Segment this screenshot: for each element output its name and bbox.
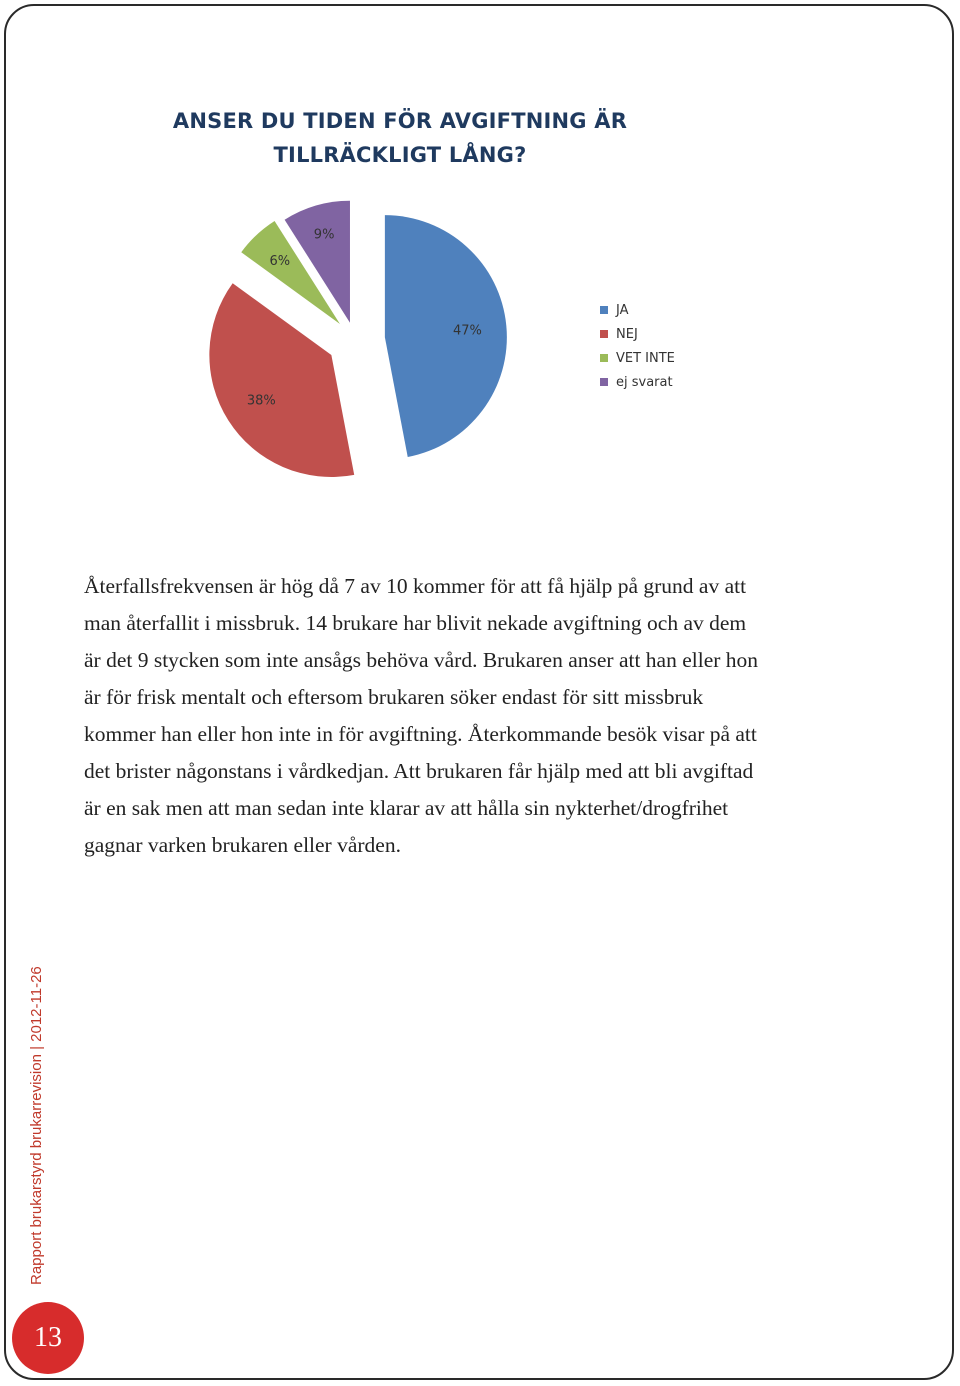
legend-swatch [600,354,608,362]
chart-title-line-2: TILLRÄCKLIGT LÅNG? [273,143,527,167]
pie-slice-ja [385,215,507,457]
legend-item [600,298,675,322]
body-line: är en sak men att man sedan inte klarar av att hålla sin nykterhet/drogfrihet [84,796,729,820]
pie-data-label: 47% [453,323,482,339]
pie-data-label: 38% [246,393,276,409]
page-number: 13 [34,1322,62,1353]
body-line: det brister någonstans i vårdkedjan. Att brukaren får hjälp med att bli avgiftad [84,759,754,783]
legend-label: NEJ [616,326,638,342]
body-paragraph [84,568,884,864]
pie-data-label: 6% [269,253,291,269]
legend-swatch [600,306,608,314]
body-line: är det 9 stycken som inte ansågs behöva vård. Brukaren anser att han eller hon [84,648,759,672]
legend-label: JA [616,302,629,318]
legend-swatch [600,378,608,386]
chart-title-line-1: ANSER DU TIDEN FÖR AVGIFTNING ÄR [172,109,628,133]
legend-swatch [600,330,608,338]
legend-item [600,346,675,370]
legend-item [600,370,675,394]
body-line: gagnar varken brukaren eller vården. [84,833,401,857]
legend-item [600,322,675,346]
pie-chart [0,0,960,520]
legend-label: VET INTE [616,350,675,366]
body-line: är för frisk mentalt och eftersom brukaren söker endast för sitt missbruk [84,685,704,709]
pie-data-label: 9% [313,227,335,243]
body-line: man återfallit i missbruk. 14 brukare har blivit nekade avgiftning och av dem [84,611,747,635]
page-number-badge [12,1302,84,1374]
footer-report-title: Rapport brukarstyrd brukarrevision | 2012-11-26 [28,966,45,1285]
body-line: kommer han eller hon inte in för avgiftning. Återkommande besök visar på att [84,722,757,746]
legend-label: ej svarat [616,374,673,390]
chart-legend [600,298,675,394]
body-line: Återfallsfrekvensen är hög då 7 av 10 kommer för att få hjälp på grund av att [84,574,747,598]
